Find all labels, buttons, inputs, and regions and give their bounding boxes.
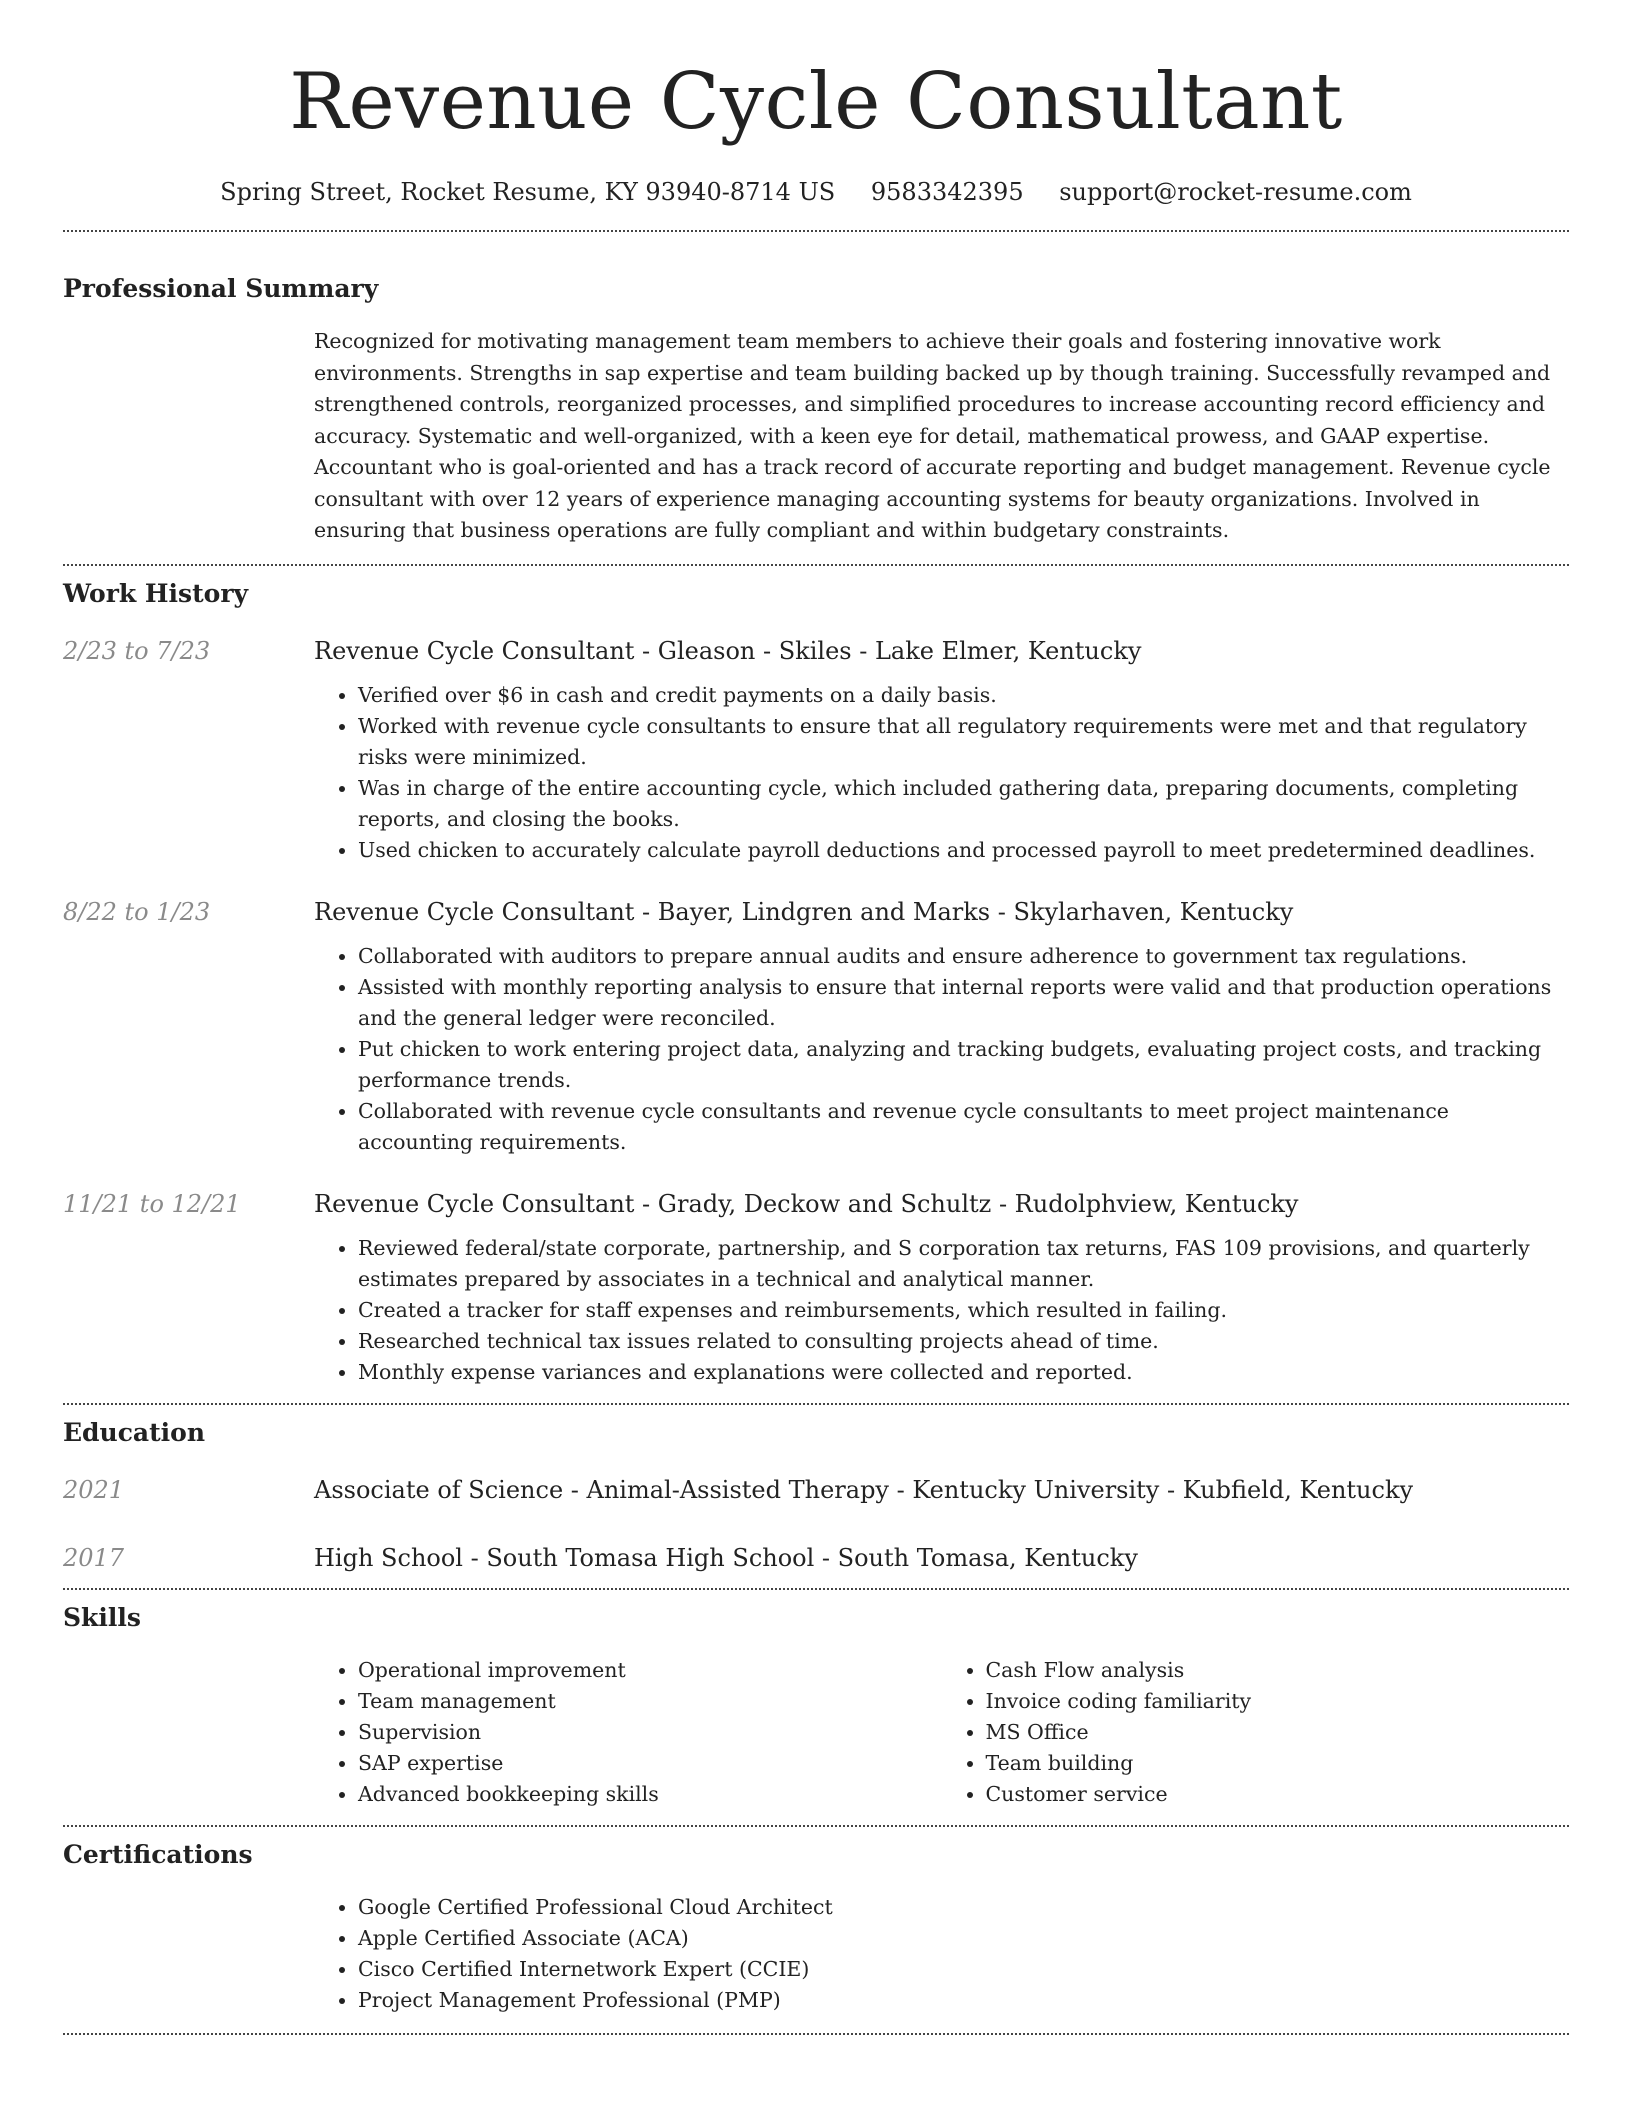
education-year: 2017: [63, 1543, 125, 1572]
education-title-text: Associate of Science - Animal-Assisted Therapy - Kentucky University - Kubfield, Kentucky: [314, 1475, 1414, 1504]
skill-item: • SAP expertise: [358, 1748, 942, 1779]
job-bullet: • Verified over $6 in cash and credit payments on a daily basis.: [358, 680, 1569, 711]
skills-columns: [314, 1655, 1569, 1810]
email: support@rocket-resume.com: [1059, 178, 1412, 206]
skill-item: • Cash Flow analysis: [986, 1655, 1570, 1686]
job-entry: [63, 635, 1569, 866]
summary-text: Recognized for motivating management team members to achieve their goals and fostering innovative work environments. Strengths in sap expertise and team building backed up by though training. Successfully revamped and strengthened controls, reorganized processes, and simplified procedures to increase accounting record efficiency and accuracy. Systematic and well-organized, with a keen eye for detail, mathematical prowess, and GAAP expertise. Accountant who is goal-oriented and has a track record of accurate reporting and budget management. Revenue cycle consultant with over 12 years of experience managing accounting systems for beauty organizations. Involved in ensuring that business operations are fully compliant and within budgetary constraints.: [314, 329, 1551, 542]
education-title: Education: [63, 1417, 206, 1447]
job-bullets: [314, 1233, 1569, 1388]
job-bullet: • Created a tracker for staff expenses and reimbursements, which resulted in failing.: [358, 1295, 1569, 1326]
skills-list-right: [942, 1655, 1570, 1810]
certifications-divider: [63, 2033, 1569, 2035]
skill-item: • Operational improvement: [358, 1655, 942, 1686]
summary-title: Professional Summary: [63, 274, 379, 303]
job-bullets: [314, 941, 1569, 1158]
skill-item: • MS Office: [986, 1717, 1570, 1748]
job-bullet: • Was in charge of the entire accounting cycle, which included gathering data, preparing documents, completing reports, and closing the books.: [358, 773, 1569, 835]
job-bullets: [314, 680, 1569, 866]
job-bullet: • Researched technical tax issues related to consulting projects ahead of time.: [358, 1326, 1569, 1357]
certification-item: • Google Certified Professional Cloud Architect: [358, 1892, 1569, 1923]
skills-title: Skills: [63, 1602, 141, 1632]
contact-line: [63, 176, 1569, 208]
job-bullet: • Put chicken to work entering project data, analyzing and tracking budgets, evaluating project costs, and tracking performance trends.: [358, 1034, 1569, 1096]
certification-item: • Project Management Professional (PMP): [358, 1985, 1569, 2016]
job-title: Revenue Cycle Consultant - Bayer, Lindgren and Marks - Skylarhaven, Kentucky: [314, 897, 1294, 926]
skill-item: • Supervision: [358, 1717, 942, 1748]
job-bullet: • Used chicken to accurately calculate payroll deductions and processed payroll to meet predetermined deadlines.: [358, 835, 1569, 866]
skills-section: [63, 1590, 1569, 1810]
skill-item: • Customer service: [986, 1779, 1570, 1810]
certification-item: • Apple Certified Associate (ACA): [358, 1923, 1569, 1954]
job-bullet: • Collaborated with auditors to prepare annual audits and ensure adherence to government tax regulations.: [358, 941, 1569, 972]
skill-item: • Advanced bookkeeping skills: [358, 1779, 942, 1810]
education-entry: [63, 1542, 1569, 1574]
education-title-text: High School - South Tomasa High School - South Tomasa, Kentucky: [314, 1543, 1138, 1572]
job-body: [314, 635, 1569, 866]
certifications-list: [314, 1892, 1569, 2016]
job-entry: [63, 1188, 1569, 1388]
job-dates: 8/22 to 1/23: [63, 897, 211, 926]
phone: 9583342395: [870, 178, 1024, 206]
certifications-section: [63, 1827, 1569, 2016]
job-bullet: • Reviewed federal/state corporate, partnership, and S corporation tax returns, FAS 109 provisions, and quarterly estimates prepared by associates in a technical and analytical manner.: [358, 1233, 1569, 1295]
job-body: [314, 896, 1569, 1158]
skill-item: • Team building: [986, 1748, 1570, 1779]
job-dates: 2/23 to 7/23: [63, 636, 211, 665]
certifications-title: Certifications: [63, 1839, 253, 1869]
work-title: Work History: [63, 578, 249, 608]
education-year: 2021: [63, 1475, 125, 1504]
skill-item: • Team management: [358, 1686, 942, 1717]
certification-item: • Cisco Certified Internetwork Expert (CCIE): [358, 1954, 1569, 1985]
job-title: Revenue Cycle Consultant - Gleason - Skiles - Lake Elmer, Kentucky: [314, 636, 1142, 665]
certifications-block: [314, 1892, 1569, 2016]
education-entry: [63, 1474, 1569, 1506]
job-bullet: • Monthly expense variances and explanations were collected and reported.: [358, 1357, 1569, 1388]
education-section: [63, 1405, 1569, 1574]
job-entry: [63, 896, 1569, 1158]
summary-section: [63, 232, 1569, 547]
job-dates: 11/21 to 12/21: [63, 1189, 241, 1218]
address: Spring Street, Rocket Resume, KY 93940-8714 US: [220, 178, 836, 206]
job-bullet: • Assisted with monthly reporting analysis to ensure that internal reports were valid and that production operations and the general ledger were reconciled.: [358, 972, 1569, 1034]
job-bullet: • Worked with revenue cycle consultants to ensure that all regulatory requirements were met and that regulatory risks were minimized.: [358, 711, 1569, 773]
skill-item: • Invoice coding familiarity: [986, 1686, 1570, 1717]
resume-name: Revenue Cycle Consultant: [289, 57, 1343, 147]
job-bullet: • Collaborated with revenue cycle consultants and revenue cycle consultants to meet project maintenance accounting requirements.: [358, 1096, 1569, 1158]
skills-list-left: [314, 1655, 942, 1810]
job-body: [314, 1188, 1569, 1388]
work-section: [63, 566, 1569, 1388]
job-title: Revenue Cycle Consultant - Grady, Deckow and Schultz - Rudolphview, Kentucky: [314, 1189, 1299, 1218]
